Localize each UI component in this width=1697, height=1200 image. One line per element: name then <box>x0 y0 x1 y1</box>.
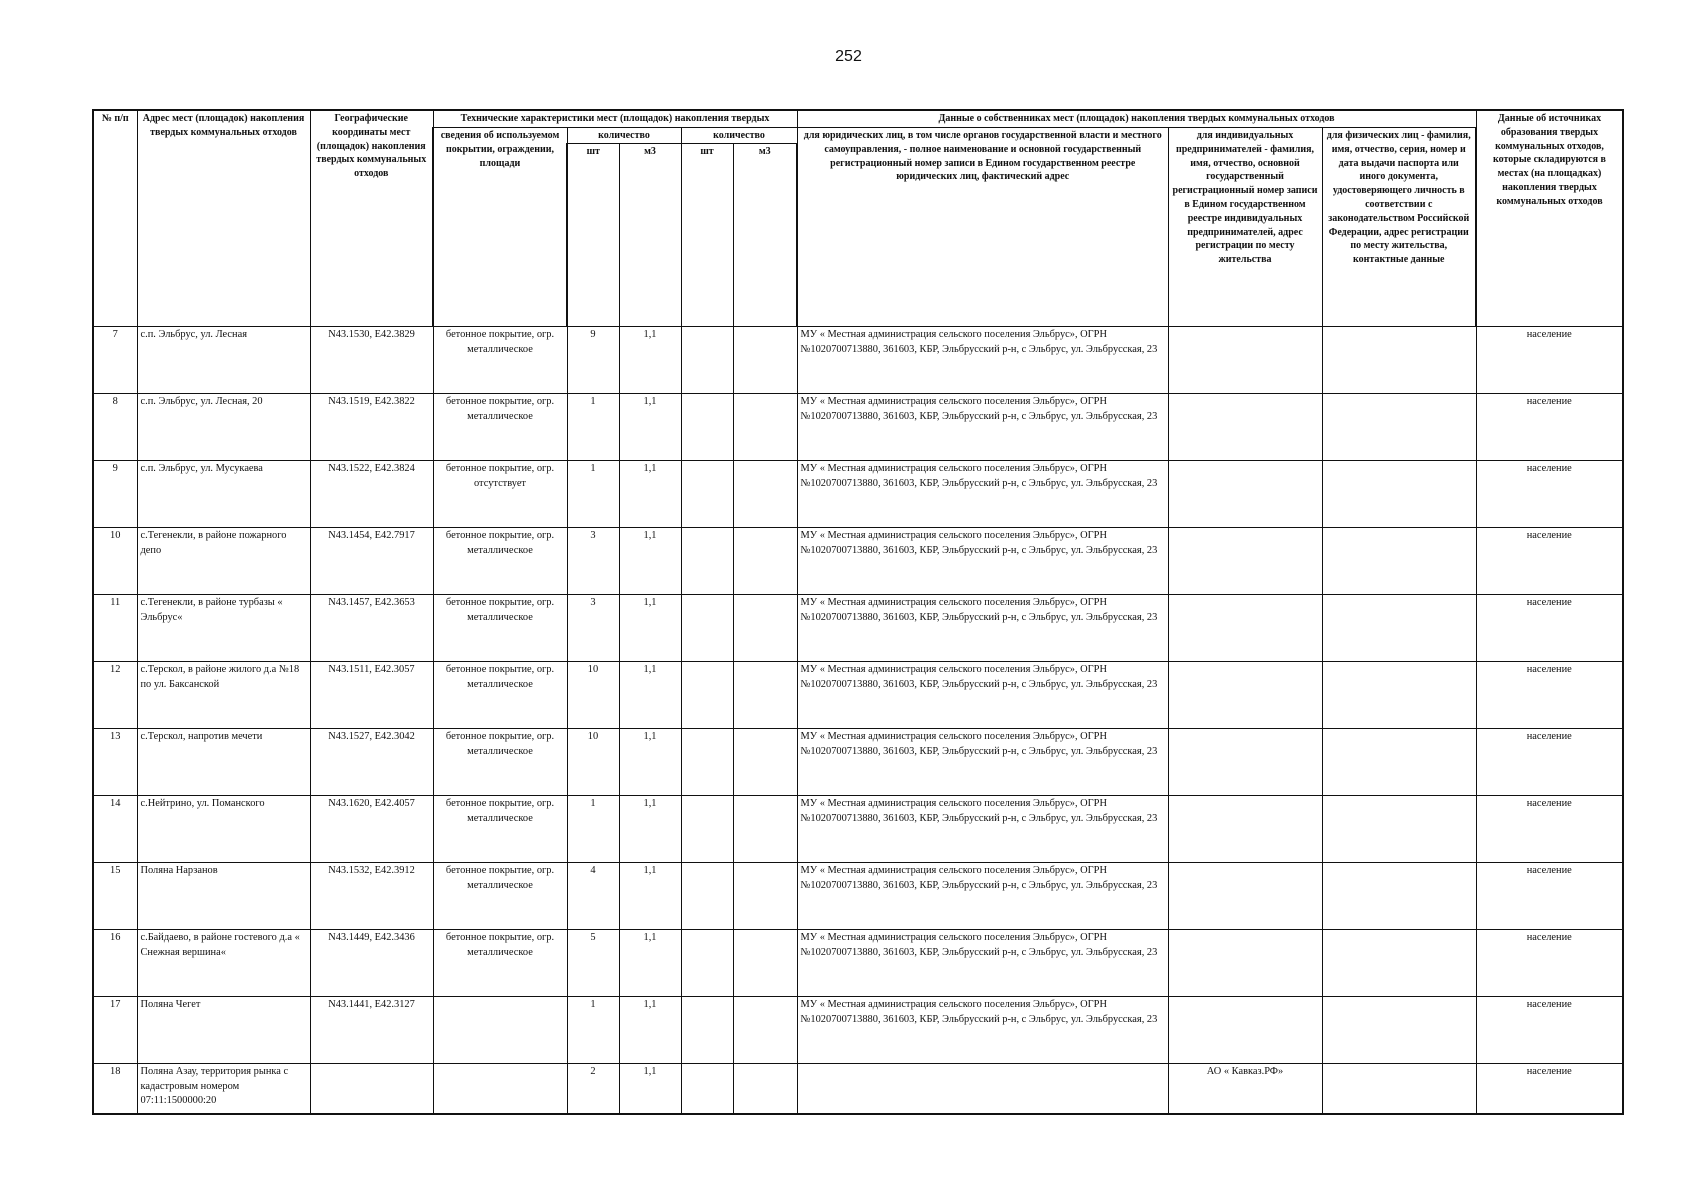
table-row <box>93 461 1623 528</box>
cell-ip-owner <box>1168 327 1322 394</box>
cell-coords: N43.1511, E42.3057 <box>310 662 433 729</box>
cell-num: 8 <box>93 394 137 461</box>
cell-volume: 1,1 <box>619 729 681 796</box>
cell-count: 3 <box>567 595 619 662</box>
cell-planned-volume <box>733 796 797 863</box>
cell-volume: 1,1 <box>619 863 681 930</box>
cell-num: 18 <box>93 1064 137 1115</box>
cell-address: с.Тегенекли, в районе пожарного депо <box>137 528 310 595</box>
header-unit-pcs: шт <box>567 144 619 327</box>
cell-address: с.Байдаево, в районе гостевого д.а « Снежная вершина« <box>137 930 310 997</box>
cell-planned-volume <box>733 461 797 528</box>
table-row <box>93 595 1623 662</box>
cell-legal-owner: МУ « Местная администрация сельского поселения Эльбрус», ОГРН №1020700713880, 361603, КБР, Эльбрусский р-н, с Эльбрус, ул. Эльбрусская, 23 <box>797 863 1168 930</box>
cell-source: население <box>1476 394 1623 461</box>
table-row <box>93 729 1623 796</box>
cell-physical-owner <box>1322 930 1476 997</box>
cell-volume: 1,1 <box>619 662 681 729</box>
cell-planned-volume <box>733 863 797 930</box>
cell-planned-count <box>681 863 733 930</box>
cell-coords: N43.1519, E42.3822 <box>310 394 433 461</box>
header-unit-m3: м3 <box>619 144 681 327</box>
cell-ip-owner <box>1168 796 1322 863</box>
cell-legal-owner: МУ « Местная администрация сельского поселения Эльбрус», ОГРН №1020700713880, 361603, КБР, Эльбрусский р-н, с Эльбрус, ул. Эльбрусская, 23 <box>797 997 1168 1064</box>
cell-count: 1 <box>567 461 619 528</box>
cell-volume: 1,1 <box>619 796 681 863</box>
cell-planned-count <box>681 662 733 729</box>
cell-cover: бетонное покрытие, огр. отсутствует <box>433 461 567 528</box>
cell-coords: N43.1527, E42.3042 <box>310 729 433 796</box>
cell-cover: бетонное покрытие, огр. металлическое <box>433 394 567 461</box>
cell-cover: бетонное покрытие, огр. металлическое <box>433 662 567 729</box>
cell-address: с.Тегенекли, в районе турбазы « Эльбрус« <box>137 595 310 662</box>
cell-legal-owner: МУ « Местная администрация сельского поселения Эльбрус», ОГРН №1020700713880, 361603, КБР, Эльбрусский р-н, с Эльбрус, ул. Эльбрусская, 23 <box>797 394 1168 461</box>
header-num: № п/п <box>93 110 137 327</box>
cell-volume: 1,1 <box>619 997 681 1064</box>
cell-planned-volume <box>733 930 797 997</box>
cell-address: с.Терскол, напротив мечети <box>137 729 310 796</box>
cell-planned-count <box>681 461 733 528</box>
cell-coords: N43.1457, E42.3653 <box>310 595 433 662</box>
header-address: Адрес мест (площадок) накопления твердых коммунальных отходов <box>137 110 310 327</box>
page-number: 252 <box>835 48 862 65</box>
cell-volume: 1,1 <box>619 930 681 997</box>
cell-source: население <box>1476 997 1623 1064</box>
header-unit-pcs: шт <box>681 144 733 327</box>
cell-num: 16 <box>93 930 137 997</box>
header-unit-m3: м3 <box>733 144 797 327</box>
cell-cover: бетонное покрытие, огр. металлическое <box>433 595 567 662</box>
cell-planned-count <box>681 595 733 662</box>
cell-physical-owner <box>1322 1064 1476 1115</box>
cell-source: население <box>1476 729 1623 796</box>
table-row <box>93 327 1623 394</box>
cell-num: 7 <box>93 327 137 394</box>
header-physical: для физических лиц - фамилия, имя, отчество, серия, номер и дата выдачи паспорта или иного документа, удостоверяющего личность в соответствии с законодательством Российской Федерации, адрес регистрации по месту жительства, контактные данные <box>1322 128 1476 327</box>
cell-num: 12 <box>93 662 137 729</box>
cell-address: с.п. Эльбрус, ул. Мусукаева <box>137 461 310 528</box>
cell-legal-owner: МУ « Местная администрация сельского поселения Эльбрус», ОГРН №1020700713880, 361603, КБР, Эльбрусский р-н, с Эльбрус, ул. Эльбрусская, 23 <box>797 528 1168 595</box>
cell-ip-owner <box>1168 997 1322 1064</box>
cell-ip-owner <box>1168 863 1322 930</box>
cell-source: население <box>1476 327 1623 394</box>
table-body <box>93 327 1623 1115</box>
header-owners: Данные о собственниках мест (площадок) накопления твердых коммунальных отходов <box>797 110 1476 128</box>
cell-physical-owner <box>1322 863 1476 930</box>
cell-physical-owner <box>1322 997 1476 1064</box>
table-row <box>93 528 1623 595</box>
header-legal: для юридических лиц, в том числе органов государственной власти и местного самоуправления, - полное наименование и основной государственный регистрационный номер записи в Едином государственном реестре юридических лиц, фактический адрес <box>797 128 1168 327</box>
cell-num: 15 <box>93 863 137 930</box>
cell-physical-owner <box>1322 394 1476 461</box>
cell-cover: бетонное покрытие, огр. металлическое <box>433 327 567 394</box>
cell-planned-count <box>681 327 733 394</box>
cell-address: с.п. Эльбрус, ул. Лесная, 20 <box>137 394 310 461</box>
cell-coords <box>310 1064 433 1115</box>
cell-ip-owner: АО « Кавказ.РФ» <box>1168 1064 1322 1115</box>
cell-count: 4 <box>567 863 619 930</box>
cell-legal-owner <box>797 1064 1168 1115</box>
cell-source: население <box>1476 595 1623 662</box>
cell-ip-owner <box>1168 461 1322 528</box>
cell-planned-count <box>681 528 733 595</box>
cell-count: 2 <box>567 1064 619 1115</box>
cell-num: 13 <box>93 729 137 796</box>
cell-address: Поляна Нарзанов <box>137 863 310 930</box>
table-row <box>93 930 1623 997</box>
cell-coords: N43.1522, E42.3824 <box>310 461 433 528</box>
cell-source: население <box>1476 662 1623 729</box>
cell-count: 1 <box>567 796 619 863</box>
cell-ip-owner <box>1168 930 1322 997</box>
cell-planned-count <box>681 729 733 796</box>
cell-ip-owner <box>1168 394 1322 461</box>
cell-physical-owner <box>1322 461 1476 528</box>
cell-volume: 1,1 <box>619 528 681 595</box>
table-row <box>93 796 1623 863</box>
cell-num: 17 <box>93 997 137 1064</box>
cell-cover <box>433 997 567 1064</box>
cell-count: 5 <box>567 930 619 997</box>
cell-planned-volume <box>733 595 797 662</box>
cell-cover: бетонное покрытие, огр. металлическое <box>433 729 567 796</box>
cell-cover: бетонное покрытие, огр. металлическое <box>433 796 567 863</box>
cell-address: Поляна Чегет <box>137 997 310 1064</box>
table-row <box>93 863 1623 930</box>
cell-volume: 1,1 <box>619 461 681 528</box>
cell-planned-volume <box>733 528 797 595</box>
header-planned-count <box>681 128 797 144</box>
header-placed-count-text: количество <box>598 130 650 141</box>
cell-num: 9 <box>93 461 137 528</box>
cell-volume: 1,1 <box>619 1064 681 1115</box>
cell-volume: 1,1 <box>619 394 681 461</box>
cell-source: население <box>1476 528 1623 595</box>
header-cover: сведения об используемом покрытии, ограждении, площади <box>433 128 567 327</box>
cell-physical-owner <box>1322 528 1476 595</box>
cell-legal-owner: МУ « Местная администрация сельского поселения Эльбрус», ОГРН №1020700713880, 361603, КБР, Эльбрусский р-н, с Эльбрус, ул. Эльбрусская, 23 <box>797 595 1168 662</box>
cell-legal-owner: МУ « Местная администрация сельского поселения Эльбрус», ОГРН №1020700713880, 361603, КБР, Эльбрусский р-н, с Эльбрус, ул. Эльбрусская, 23 <box>797 930 1168 997</box>
cell-source: население <box>1476 796 1623 863</box>
table-row <box>93 662 1623 729</box>
cell-planned-volume <box>733 327 797 394</box>
cell-count: 1 <box>567 394 619 461</box>
cell-legal-owner: МУ « Местная администрация сельского поселения Эльбрус», ОГРН №1020700713880, 361603, КБР, Эльбрусский р-н, с Эльбрус, ул. Эльбрусская, 23 <box>797 796 1168 863</box>
cell-planned-volume <box>733 394 797 461</box>
cell-address: с.Терскол, в районе жилого д.а №18 по ул. Баксанской <box>137 662 310 729</box>
cell-legal-owner: МУ « Местная администрация сельского поселения Эльбрус», ОГРН №1020700713880, 361603, КБР, Эльбрусский р-н, с Эльбрус, ул. Эльбрусская, 23 <box>797 461 1168 528</box>
cell-physical-owner <box>1322 595 1476 662</box>
cell-planned-count <box>681 997 733 1064</box>
cell-ip-owner <box>1168 729 1322 796</box>
cell-planned-count <box>681 394 733 461</box>
cell-num: 11 <box>93 595 137 662</box>
cell-count: 1 <box>567 997 619 1064</box>
cell-ip-owner <box>1168 528 1322 595</box>
cell-physical-owner <box>1322 662 1476 729</box>
header-ip: для индивидуальных предпринимателей - фамилия, имя, отчество, основной государственный регистрационный номер записи в Едином государственном реестре индивидуальных предпринимателей, адрес регистрации по месту жительства <box>1168 128 1322 327</box>
header-tech <box>433 110 797 128</box>
cell-source: население <box>1476 863 1623 930</box>
cell-count: 10 <box>567 662 619 729</box>
cell-legal-owner: МУ « Местная администрация сельского поселения Эльбрус», ОГРН №1020700713880, 361603, КБР, Эльбрусский р-н, с Эльбрус, ул. Эльбрусская, 23 <box>797 729 1168 796</box>
cell-count: 10 <box>567 729 619 796</box>
cell-coords: N43.1454, E42.7917 <box>310 528 433 595</box>
header-coords: Географические координаты мест (площадок) накопления твердых коммунальных отходов <box>310 110 433 327</box>
cell-cover: бетонное покрытие, огр. металлическое <box>433 863 567 930</box>
header-planned-count-text: количество <box>713 130 765 141</box>
cell-planned-volume <box>733 662 797 729</box>
cell-num: 14 <box>93 796 137 863</box>
table-row <box>93 997 1623 1064</box>
cell-source: население <box>1476 1064 1623 1115</box>
cell-planned-volume <box>733 1064 797 1115</box>
cell-coords: N43.1449, E42.3436 <box>310 930 433 997</box>
cell-address: Поляна Азау, территория рынка с кадастровым номером 07:11:1500000:20 <box>137 1064 310 1115</box>
cell-coords: N43.1441, E42.3127 <box>310 997 433 1064</box>
cell-cover: бетонное покрытие, огр. металлическое <box>433 528 567 595</box>
cell-physical-owner <box>1322 729 1476 796</box>
cell-ip-owner <box>1168 662 1322 729</box>
cell-planned-volume <box>733 997 797 1064</box>
cell-planned-count <box>681 1064 733 1115</box>
header-sources: Данные об источниках образования твердых коммунальных отходов, которые складируются в местах (на площадках) накопления твердых коммунальных отходов <box>1476 110 1623 327</box>
cell-volume: 1,1 <box>619 327 681 394</box>
cell-coords: N43.1532, E42.3912 <box>310 863 433 930</box>
cell-planned-volume <box>733 729 797 796</box>
cell-address: с.п. Эльбрус, ул. Лесная <box>137 327 310 394</box>
header-placed-count <box>567 128 681 144</box>
cell-num: 10 <box>93 528 137 595</box>
cell-planned-count <box>681 930 733 997</box>
cell-volume: 1,1 <box>619 595 681 662</box>
cell-legal-owner: МУ « Местная администрация сельского поселения Эльбрус», ОГРН №1020700713880, 361603, КБР, Эльбрусский р-н, с Эльбрус, ул. Эльбрусская, 23 <box>797 327 1168 394</box>
cell-address: с.Нейтрино, ул. Поманского <box>137 796 310 863</box>
cell-physical-owner <box>1322 327 1476 394</box>
cell-legal-owner: МУ « Местная администрация сельского поселения Эльбрус», ОГРН №1020700713880, 361603, КБР, Эльбрусский р-н, с Эльбрус, ул. Эльбрусская, 23 <box>797 662 1168 729</box>
table-row <box>93 394 1623 461</box>
cell-coords: N43.1620, E42.4057 <box>310 796 433 863</box>
cell-planned-count <box>681 796 733 863</box>
cell-source: население <box>1476 461 1623 528</box>
cell-coords: N43.1530, E42.3829 <box>310 327 433 394</box>
cell-count: 3 <box>567 528 619 595</box>
cell-count: 9 <box>567 327 619 394</box>
cell-source: население <box>1476 930 1623 997</box>
cell-physical-owner <box>1322 796 1476 863</box>
header-tech-text: Технические характеристики мест (площадок) накопления твердых <box>460 113 770 124</box>
cell-ip-owner <box>1168 595 1322 662</box>
waste-sites-table <box>92 109 1624 1115</box>
table-row <box>93 1064 1623 1115</box>
cell-cover <box>433 1064 567 1115</box>
cell-cover: бетонное покрытие, огр. металлическое <box>433 930 567 997</box>
